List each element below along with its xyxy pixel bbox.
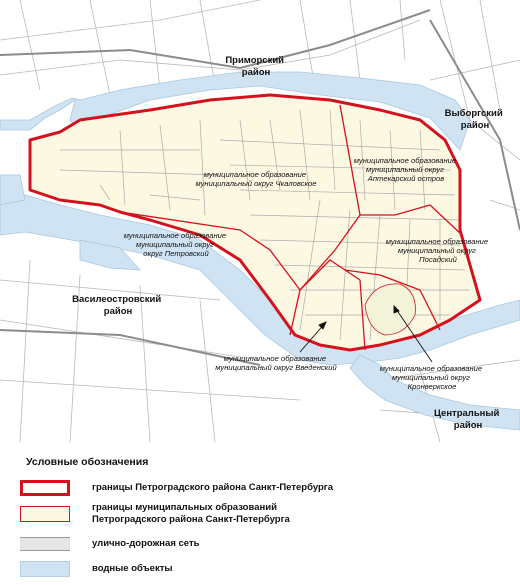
legend-title: Условные обозначения [26,456,149,468]
district-label-primorsky: Приморский район [225,55,285,78]
mo-label-aptekarsky: муниципальное образование муниципальный округ Аптекарский остров [353,156,457,183]
mo-label-vvedensky: муниципальное образование муниципальный округ Введенский [215,354,337,372]
legend-item-roads [14,534,514,560]
legend-item-water [14,558,514,584]
legend [0,442,520,585]
district-label-tsentralny: Центральный район [433,408,500,431]
municipal-boundary-swatch [20,506,70,522]
mo-label-chkalovskoe: муниципальное образование муниципальный округ Чкаловское [195,170,317,188]
water-swatch [20,561,70,577]
mo-label-kronverkskoe: муниципальное образование муниципальный округ Кронверкское [379,364,483,391]
legend-item-municipal-boundary [14,502,514,528]
legend-label: водные объекты [92,563,173,574]
road-swatch [20,537,70,551]
legend-label: границы муниципальных образований Петроградского района Санкт-Петербурга [92,502,290,525]
legend-label: улично-дорожная сеть [92,538,200,549]
district-boundary-swatch [20,480,70,496]
district-label-vasileostrovsky: Василеостровский район [72,294,162,317]
mo-label-petrovsky: муниципальное образование муниципальный округ округ Петровский [123,231,227,258]
legend-label: границы Петроградского района Санкт-Петербурга [92,482,334,493]
district-label-vyborgsky: Выборгский район [444,108,503,131]
legend-item-district-boundary [14,476,514,502]
mo-label-posadsky: муниципальное образование муниципальный округ Посадский [385,237,489,264]
